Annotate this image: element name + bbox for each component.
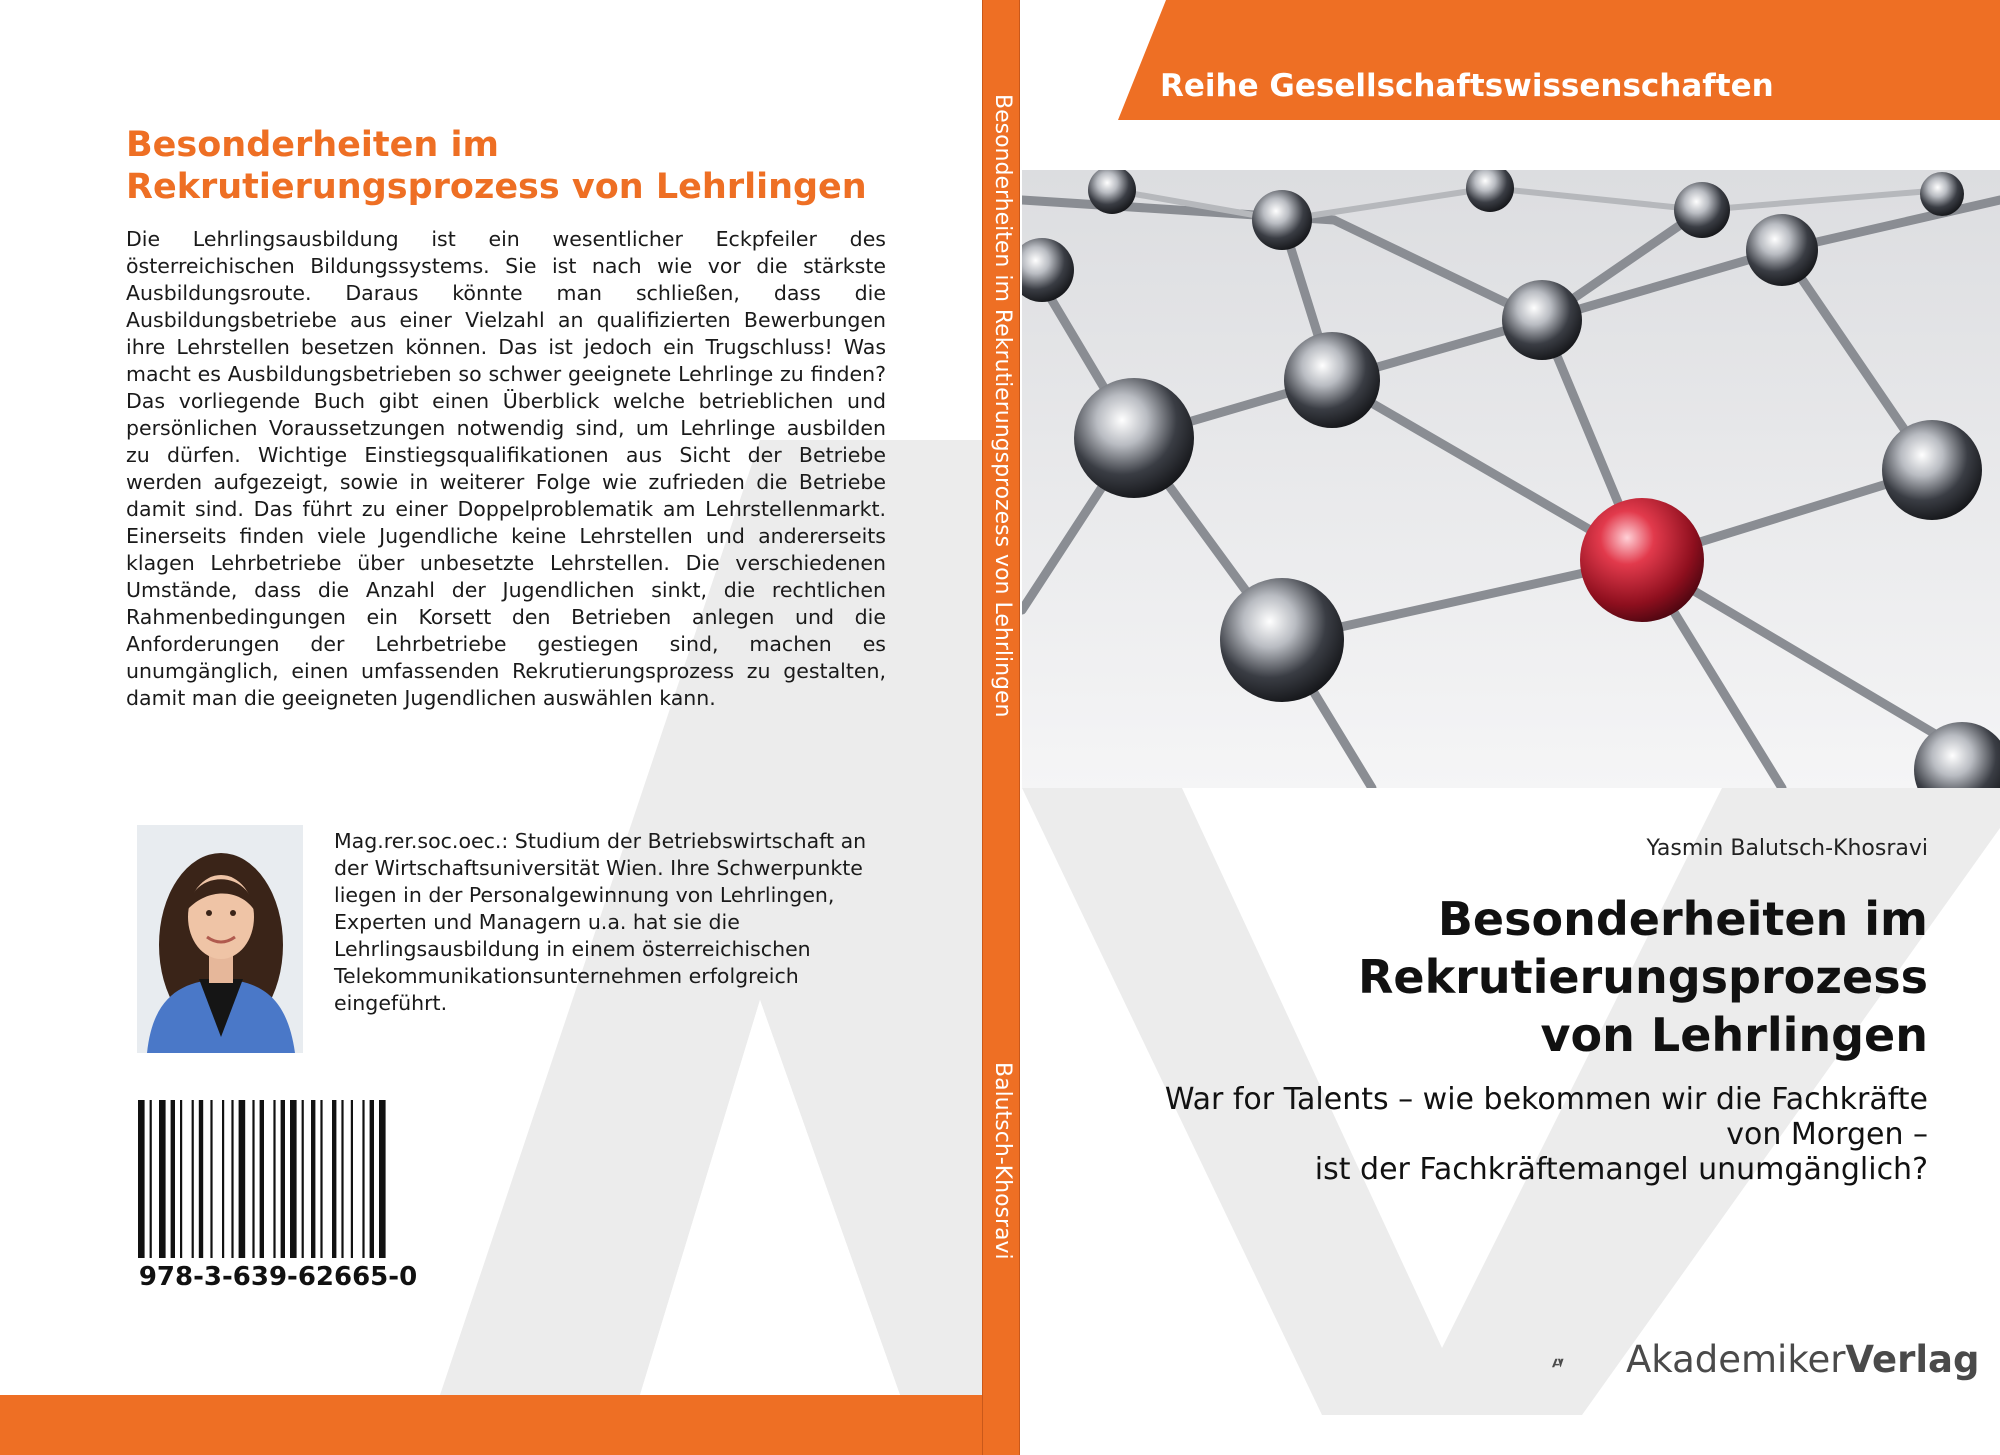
front-subtitle-line3: ist der Fachkräftemangel unumgänglich? [1314, 1152, 1928, 1187]
barcode-bar [362, 1100, 364, 1258]
barcode-bar [199, 1100, 203, 1258]
publisher-logo-icon [1552, 1338, 1622, 1388]
front-title-line1: Besonderheiten im [1437, 892, 1928, 946]
barcode-bar [302, 1100, 304, 1258]
barcode-bar [311, 1100, 315, 1258]
barcode-bar [231, 1100, 233, 1258]
author-bio: Mag.rer.soc.oec.: Studium der Betriebswirtschaft an der Wirtschaftsuniversität Wien. Ihre Schwerpunkte liegen in der Personalgewinnung von Lehrlingen, Experten und Managern u.a. hat sie die Lehrlingsausbildung in einem österreichischen Telekommunikationsunternehmen erfolgreich eingeführt. [334, 829, 867, 1015]
front-author: Yasmin Balutsch-Khosravi [1646, 836, 1928, 861]
publisher-suffix: Verlag [1845, 1338, 1980, 1381]
barcode-bar [252, 1100, 254, 1258]
barcode-bar [150, 1100, 152, 1258]
barcode-bar [260, 1100, 264, 1258]
front-title-line3: von Lehrlingen [1540, 1008, 1928, 1062]
barcode-bar [138, 1100, 145, 1258]
publisher-prefix: Akademiker [1626, 1338, 1846, 1381]
barcode-bar [273, 1100, 275, 1258]
isbn-number: 978-3-639-62665-0 [138, 1262, 418, 1292]
barcode-bar [370, 1100, 374, 1258]
barcode-bar [159, 1100, 166, 1258]
barcode-bar [351, 1100, 353, 1258]
barcode-bar [171, 1100, 175, 1258]
barcode-bar [192, 1100, 194, 1258]
barcode-bar [239, 1100, 246, 1258]
barcode-bar [332, 1100, 336, 1258]
back-bottom-bar [0, 1395, 982, 1455]
spine-title: Besonderheiten im Rekrutierungsprozess von Lehrlingen [990, 94, 1015, 718]
author-photo [137, 825, 303, 1053]
back-title-line1: Besonderheiten im [126, 125, 499, 165]
spine [982, 0, 1020, 1455]
barcode-bar [290, 1100, 297, 1258]
barcode-bar [379, 1100, 386, 1258]
barcode-bar [281, 1100, 285, 1258]
cover-network-image [1022, 170, 2000, 788]
barcode-bar [320, 1100, 322, 1258]
barcode-bar [180, 1100, 182, 1258]
front-subtitle-line2: von Morgen – [1726, 1117, 1928, 1152]
front-subtitle-line1: War for Talents – wie bekommen wir die Fachkräfte [1164, 1082, 1928, 1117]
series-label: Reihe Gesellschaftswissenschaften [1160, 68, 1774, 104]
front-cover-subtitle [1090, 1082, 1928, 1187]
back-title-line2: Rekrutierungsprozess von Lehrlingen [126, 167, 867, 207]
isbn-barcode [138, 1100, 418, 1258]
barcode-bar [222, 1100, 224, 1258]
barcode-bar [210, 1100, 212, 1258]
back-cover-title [126, 124, 906, 208]
barcode-bar [341, 1100, 343, 1258]
publisher-name [1626, 1338, 1980, 1381]
back-cover-blurb: Die Lehrlingsausbildung ist ein wesentlicher Eckpfeiler des österreichischen Bildungssystems. Sie ist nach wie vor die stärkste Ausbildungsroute. Daraus könnte man schließen, dass die Ausbildungsbetriebe aus einer Vielzahl an qualifizierten Bewerbungen ihre Lehrstellen besetzen können. Das ist jedoch ein Trugschluss! Was macht es Ausbildungsbetrieben so schwer geeignete Lehrlinge zu finden? Das vorliegende Buch gibt einen Überblick welche betrieblichen und persönlichen Voraussetzungen notwendig sind, um Lehrlinge ausbilden zu dürfen. Wichtige Einstiegsqualifikationen aus Sicht der Betriebe werden aufgezeigt, sowie in weiterer Folge wie zufrieden die Betriebe damit sind. Das führt zu einer Doppelproblematik am Lehrstellenmarkt. Einerseits finden viele Jugendliche keine Lehrstellen und andererseits klagen Lehrbetriebe über unbesetzte Lehrstellen. Die verschiedenen Umstände, dass die Anzahl der Jugendlichen sinkt, die rechtlichen Rahmenbedingungen ein Korsett den Betrieben anlegen und die Anforderungen der Lehrbetriebe gestiegen sind, machen es unumgänglich, einen umfassenden Rekrutierungsprozess zu gestalten, damit man die geeigneten Jugendlichen auswählen kann. [126, 227, 886, 710]
spine-author: Balutsch-Khosravi [990, 1062, 1015, 1260]
front-cover-title [1140, 890, 1928, 1064]
front-title-line2: Rekrutierungsprozess [1357, 950, 1928, 1004]
